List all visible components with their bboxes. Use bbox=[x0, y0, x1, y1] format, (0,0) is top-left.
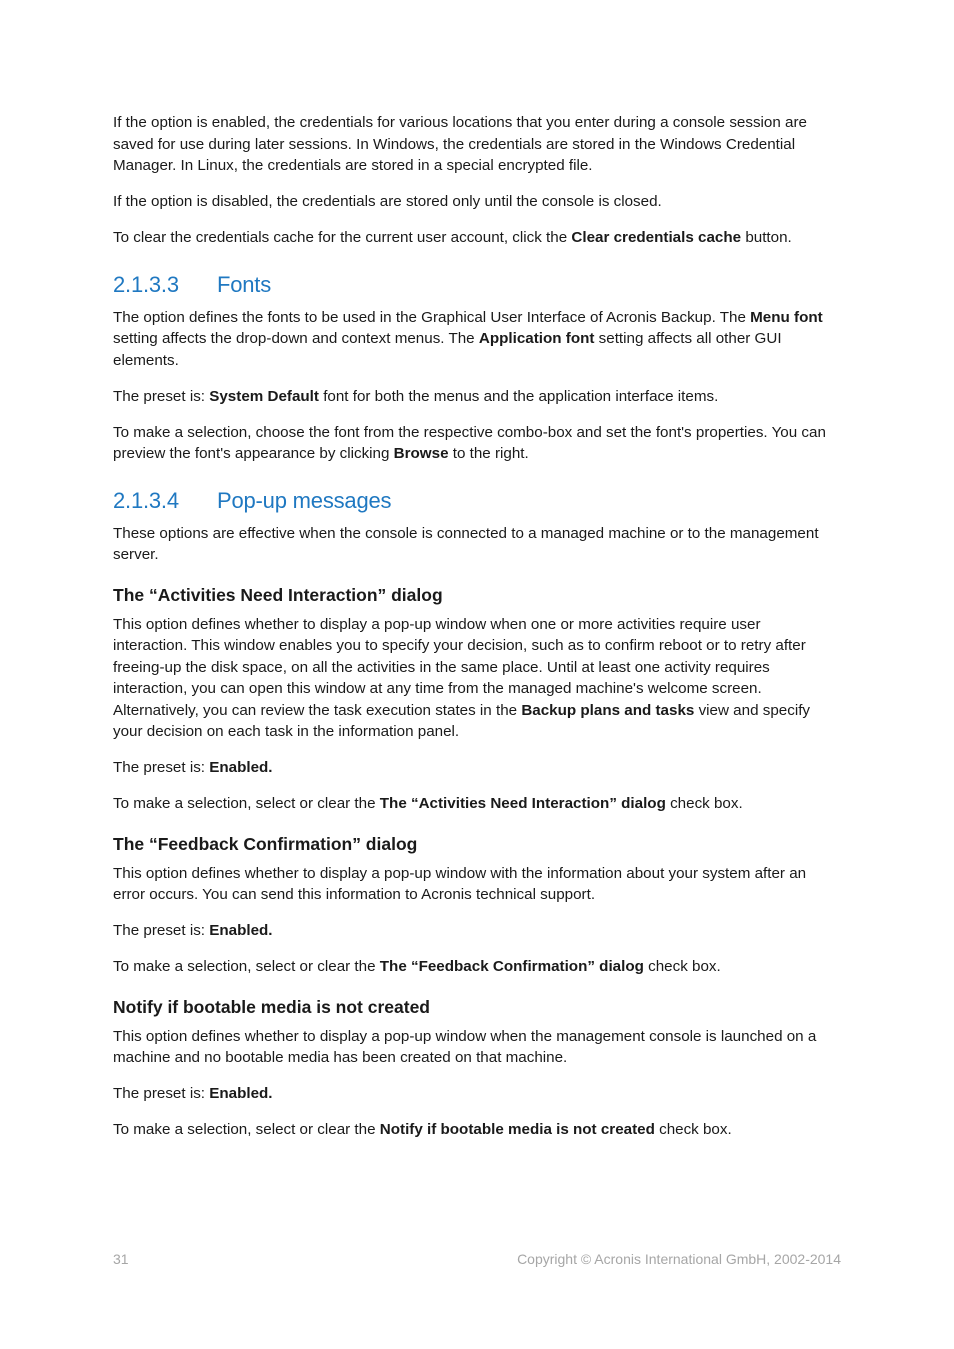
popup-paragraph-intro: These options are effective when the console is connected to a managed machine or to the management server. bbox=[113, 524, 819, 563]
fonts-paragraph-preset: The preset is: System Default font for both the menus and the application interface items. bbox=[113, 387, 719, 405]
bootable-paragraph-selection: To make a selection, select or clear the Notify if bootable media is not created check box. bbox=[113, 1121, 732, 1138]
clear-credentials-cache-term: Clear credentials cache bbox=[571, 229, 742, 246]
feedback-paragraph-selection: To make a selection, select or clear the The “Feedback Confirmation” dialog check box. bbox=[113, 958, 721, 975]
feedback-paragraph-definition: This option defines whether to display a pop-up window with the information about your system after an error occurs. You can send this information to Acronis technical support. bbox=[113, 864, 807, 903]
intro-paragraph-disabled: If the option is disabled, the credentials are stored only until the console is closed. bbox=[113, 193, 662, 210]
page-number: 31 bbox=[113, 1251, 129, 1267]
subheading-feedback-confirmation: The “Feedback Confirmation” dialog bbox=[113, 833, 418, 854]
document-page bbox=[113, 112, 835, 1155]
page-footer bbox=[113, 1251, 841, 1267]
bootable-paragraph-preset: The preset is: Enabled. bbox=[113, 1085, 273, 1102]
subheading-activities-need-interaction: The “Activities Need Interaction” dialog bbox=[113, 584, 443, 605]
section-heading-fonts bbox=[113, 270, 835, 300]
feedback-paragraph-preset: The preset is: Enabled. bbox=[113, 922, 273, 939]
section-title: Pop-up messages bbox=[217, 487, 392, 513]
bootable-paragraph-definition: This option defines whether to display a pop-up window when the management console is launched on a machine and no bootable media has been created on that machine. bbox=[113, 1027, 817, 1066]
fonts-paragraph-selection: To make a selection, choose the font from the respective combo-box and set the font's properties. You can preview the font's appearance by clicking Browse to the right. bbox=[113, 423, 826, 462]
section-number: 2.1.3.3 bbox=[113, 271, 179, 297]
intro-paragraph-clear-cache: To clear the credentials cache for the current user account, click the Clear credentials cache button. bbox=[113, 229, 792, 246]
fonts-paragraph-definition: The option defines the fonts to be used in the Graphical User Interface of Acronis Backup. The Menu font setting affects the drop-down and context menus. The Application font setting affects all other GUI elements. bbox=[113, 308, 823, 369]
copyright-notice: Copyright © Acronis International GmbH, 2002-2014 bbox=[517, 1251, 841, 1267]
activities-paragraph-definition: This option defines whether to display a pop-up window when one or more activities require user interaction. This window enables you to specify your decision, such as to confirm reboot or to retry after freeing-up the disk space, on all the activities in the same place. Until at least one activity requires interaction, you can open this window at any time from the managed machine's welcome screen. Alternatively, you can review the task execution states in the Backup plans and tasks view and specify your decision on each task in the information panel. bbox=[113, 615, 811, 740]
activities-paragraph-selection: To make a selection, select or clear the The “Activities Need Interaction” dialog check box. bbox=[113, 795, 743, 812]
subheading-notify-bootable-media: Notify if bootable media is not created bbox=[113, 996, 430, 1017]
activities-paragraph-preset: The preset is: Enabled. bbox=[113, 759, 273, 776]
section-heading-popup-messages bbox=[113, 486, 835, 516]
section-title: Fonts bbox=[217, 271, 272, 297]
intro-paragraph-enabled: If the option is enabled, the credentials for various locations that you enter during a console session are saved for use during later sessions. In Windows, the credentials are stored in the Windows Credential Manager. In Linux, the credentials are stored in a special encrypted file. bbox=[113, 114, 807, 174]
section-number: 2.1.3.4 bbox=[113, 487, 179, 513]
